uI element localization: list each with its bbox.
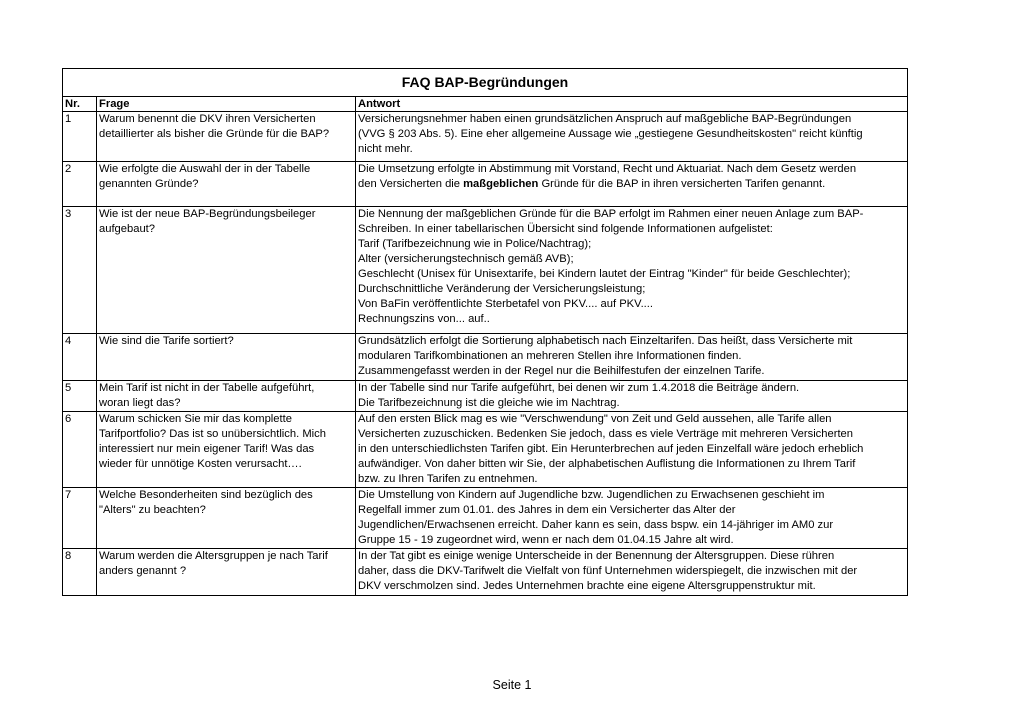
answer-line: Jugendlichen/Erwachsenen erreicht. Daher kann es sein, dass bspw. ein 14-jähriger im AM0 zur (358, 519, 834, 531)
answer-line: Versicherten zuzuschicken. Bedenken Sie jedoch, dass es viele Verträge mit mehreren Versicherten (358, 428, 854, 440)
answer-line: Zusammengefasst werden in der Regel nur die Beihilfestufen der einzelnen Tarife. (358, 365, 765, 377)
question-line: Warum werden die Altersgruppen je nach Tarif (99, 550, 328, 562)
answer-line: Geschlecht (Unisex für Unisextarife, bei Kindern lautet der Eintrag "Kinder" für beide Geschlechter); (358, 268, 851, 280)
answer-cell (356, 207, 908, 334)
table-row (63, 549, 908, 596)
answer-line: modularen Tarifkombinationen an mehreren Stellen ihre Informationen finden. (358, 350, 742, 362)
answer-line: DKV verschmolzen sind. Jedes Unternehmen brachte eine eigene Altersgruppenstruktur mit. (358, 580, 816, 592)
answer-line: Rechnungszins von... auf.. (358, 313, 490, 325)
question-line: woran liegt das? (99, 397, 181, 409)
question-line: Wie ist der neue BAP-Begründungsbeileger (99, 208, 316, 220)
answer-line: Schreiben. In einer tabellarischen Übersicht sind folgende Informationen aufgelistet: (358, 223, 773, 235)
answer-line: Versicherungsnehmer haben einen grundsätzlichen Anspruch auf maßgebliche BAP-Begründungen (358, 113, 852, 125)
row-number: 7 (63, 488, 97, 549)
answer-line: Die Umstellung von Kindern auf Jugendliche bzw. Jugendlichen zu Erwachsenen geschieht im (358, 489, 825, 501)
answer-line: Alter (versicherungstechnisch gemäß AVB); (358, 253, 574, 265)
question-line: wieder für unnötige Kosten verursacht…. (99, 458, 302, 470)
answer-cell (356, 488, 908, 549)
question-cell (97, 162, 356, 207)
emphasis-text: maßgeblichen (463, 178, 539, 190)
faq-body (63, 112, 908, 596)
answer-line: Auf den ersten Blick mag es wie "Verschwendung" von Zeit und Geld aussehen, alle Tarife allen (358, 413, 832, 425)
row-number: 1 (63, 112, 97, 162)
row-number: 5 (63, 381, 97, 412)
answer-line: nicht mehr. (358, 143, 413, 155)
question-line: Tarifportfolio? Das ist so unübersichtlich. Mich (99, 428, 326, 440)
question-cell (97, 381, 356, 412)
table-row (63, 334, 908, 381)
table-title: FAQ BAP-Begründungen (63, 69, 908, 97)
answer-cell (356, 334, 908, 381)
row-number: 6 (63, 412, 97, 488)
answer-cell (356, 162, 908, 207)
answer-cell (356, 112, 908, 162)
question-cell (97, 207, 356, 334)
answer-cell (356, 412, 908, 488)
header-nr: Nr. (63, 97, 97, 112)
answer-line: daher, dass die DKV-Tarifwelt die Vielfalt von fünf Unternehmen widerspiegelt, die inzwischen mit der (358, 565, 858, 577)
question-line: interessiert nur mein eigener Tarif! Was das (99, 443, 315, 455)
question-cell (97, 112, 356, 162)
answer-line: den Versicherten die maßgeblichen Gründe für die BAP in ihren versicherten Tarifen genannt. (358, 178, 826, 190)
question-line: Warum schicken Sie mir das komplette (99, 413, 292, 425)
answer-line: Gruppe 15 - 19 zugeordnet wird, wenn er nach dem 01.04.15 Jahre alt wird. (358, 534, 734, 546)
table-row (63, 381, 908, 412)
question-cell (97, 412, 356, 488)
question-line: Warum benennt die DKV ihren Versicherten (99, 113, 316, 125)
table-row (63, 207, 908, 334)
faq-table (62, 68, 908, 596)
answer-line: Durchschnittliche Veränderung der Versicherungsleistung; (358, 283, 646, 295)
answer-cell (356, 381, 908, 412)
page-footer: Seite 1 (492, 678, 532, 692)
question-cell (97, 334, 356, 381)
answer-line: In der Tat gibt es einige wenige Unterscheide in der Benennung der Altersgruppen. Diese rühren (358, 550, 835, 562)
question-line: genannten Gründe? (99, 178, 199, 190)
answer-line: Tarif (Tarifbezeichnung wie in Police/Nachtrag); (358, 238, 592, 250)
row-number: 3 (63, 207, 97, 334)
table-row (63, 412, 908, 488)
question-line: detaillierter als bisher die Gründe für die BAP? (99, 128, 330, 140)
answer-line: Regelfall immer zum 01.01. des Jahres in dem ein Versicherter das Alter der (358, 504, 736, 516)
answer-line: in den unterschiedlichsten Tarifen gibt. Ein Herunterbrechen auf jeden Einzelfall wäre jedoch erheblich (358, 443, 864, 455)
question-line: Mein Tarif ist nicht in der Tabelle aufgeführt, (99, 382, 315, 394)
question-line: Wie sind die Tarife sortiert? (99, 335, 234, 347)
row-number: 2 (63, 162, 97, 207)
table-row (63, 488, 908, 549)
answer-line: Die Nennung der maßgeblichen Gründe für die BAP erfolgt im Rahmen einer neuen Anlage zum BAP- (358, 208, 864, 220)
question-line: anders genannt ? (99, 565, 187, 577)
row-number: 4 (63, 334, 97, 381)
header-antwort: Antwort (356, 97, 908, 112)
question-cell (97, 549, 356, 596)
answer-line: bzw. zu Ihren Tarifen zu entnehmen. (358, 473, 538, 485)
table-row (63, 112, 908, 162)
question-line: "Alters" zu beachten? (99, 504, 206, 516)
question-line: Wie erfolgte die Auswahl der in der Tabelle (99, 163, 311, 175)
answer-line: aufwändiger. Von daher bitten wir Sie, der alphabetischen Auflistung die Informationen zu Ihrem Tarif (358, 458, 856, 470)
answer-line: (VVG § 203 Abs. 5). Eine eher allgemeine Aussage wie „gestiegene Gesundheitskosten" reicht künftig (358, 128, 863, 140)
answer-line: In der Tabelle sind nur Tarife aufgeführt, bei denen wir zum 1.4.2018 die Beiträge ändern. (358, 382, 800, 394)
row-number: 8 (63, 549, 97, 596)
answer-line: Grundsätzlich erfolgt die Sortierung alphabetisch nach Einzeltarifen. Das heißt, dass Versicherte mit (358, 335, 853, 347)
question-line: Welche Besonderheiten sind bezüglich des (99, 489, 313, 501)
answer-line: Die Umsetzung erfolgte in Abstimmung mit Vorstand, Recht und Aktuariat. Nach dem Gesetz werden (358, 163, 857, 175)
answer-line: Die Tarifbezeichnung ist die gleiche wie im Nachtrag. (358, 397, 620, 409)
question-cell (97, 488, 356, 549)
answer-line: Von BaFin veröffentlichte Sterbetafel von PKV.... auf PKV.... (358, 298, 653, 310)
answer-cell (356, 549, 908, 596)
header-frage: Frage (97, 97, 356, 112)
table-row (63, 162, 908, 207)
question-line: aufgebaut? (99, 223, 155, 235)
